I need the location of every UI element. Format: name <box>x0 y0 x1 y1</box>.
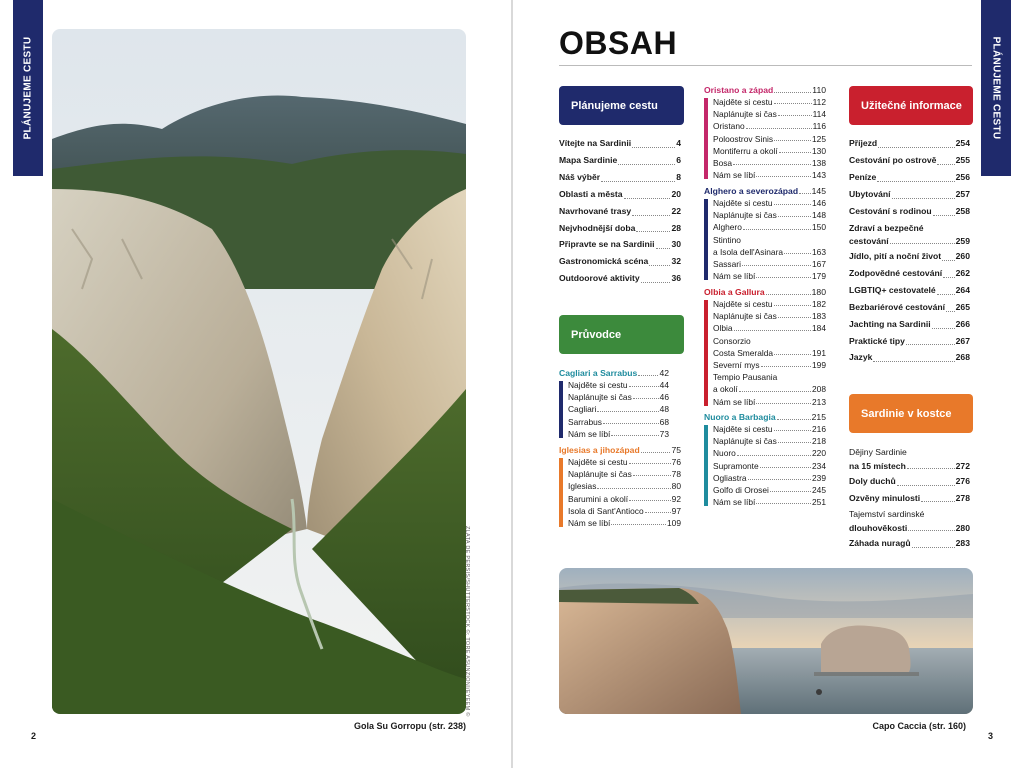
oristano-list <box>704 96 826 181</box>
toc-row[interactable]: Supramonte 234 <box>713 460 826 471</box>
right-caption: Capo Caccia (str. 160) <box>872 721 966 731</box>
right-page-number: 3 <box>988 731 994 741</box>
toc-row[interactable]: Sassari 167 <box>713 259 826 270</box>
toc-row[interactable]: Dějiny Sardinie na 15 místech 272 <box>849 447 970 471</box>
toc-row[interactable]: Náš výběr 8 <box>559 171 681 182</box>
toc-row[interactable]: Záhada nuragů 283 <box>849 538 970 548</box>
toc-row[interactable]: Najděte si cestu 44 <box>568 380 669 390</box>
toc-row[interactable]: Olbia 184 <box>713 323 826 334</box>
page-title: OBSAH <box>559 25 678 61</box>
capo-caccia-photo <box>559 568 973 714</box>
planujeme-cestu-button[interactable] <box>559 86 684 125</box>
toc-row[interactable]: Ubytování 257 <box>849 188 970 199</box>
toc-row[interactable]: Mapa Sardinie 6 <box>559 154 681 165</box>
planujeme-cestu-label: Plánujeme cestu <box>571 99 658 112</box>
toc-row[interactable]: Nejvhodnější doba 28 <box>559 222 681 233</box>
toc-row[interactable]: Severní mys 199 <box>713 360 826 371</box>
planujeme-list <box>559 135 681 287</box>
uzitecne-list <box>849 135 970 366</box>
toc-row[interactable]: Tajemství sardinské dlouhověkosti 280 <box>849 509 970 533</box>
toc-row[interactable]: Gastronomická scéna 32 <box>559 256 681 267</box>
toc-row[interactable]: Najděte si cestu 112 <box>713 97 826 107</box>
left-side-tab-label: PLÁNUJEME CESTU <box>22 36 34 140</box>
toc-row[interactable]: Jachting na Sardinii 266 <box>849 318 970 329</box>
toc-row[interactable]: Outdoorové aktivity 36 <box>559 273 681 284</box>
toc-row[interactable]: Stintino a Isola dell'Asinara 163 <box>713 234 826 257</box>
section-head-alghero[interactable]: Alghero a severozápad 145 <box>704 186 826 196</box>
section-olbia <box>704 286 826 408</box>
toc-row[interactable]: Vítejte na Sardinii 4 <box>559 138 681 148</box>
toc-row[interactable]: Ogliastra 239 <box>713 472 826 483</box>
toc-row[interactable]: Naplánujte si čas 183 <box>713 311 826 322</box>
toc-row[interactable]: Jazyk 268 <box>849 352 970 363</box>
section-head-iglesias[interactable]: Iglesias a jihozápad 75 <box>559 445 681 455</box>
toc-row[interactable]: Příjezd 254 <box>849 138 970 148</box>
toc-row[interactable]: Nám se líbí 73 <box>568 428 669 439</box>
section-head-cagliari[interactable]: Cagliari a Sarrabus 42 <box>559 368 669 378</box>
right-side-tab <box>981 0 1011 176</box>
pruvodce-label: Průvodce <box>571 328 622 341</box>
toc-row[interactable]: Naplánujte si čas 218 <box>713 436 826 447</box>
toc-row[interactable]: Tempio Pausania a okolí 208 <box>713 372 826 395</box>
toc-row[interactable]: Golfo di Orosei 245 <box>713 485 826 496</box>
toc-row[interactable]: Naplánujte si čas 114 <box>713 109 826 120</box>
toc-row[interactable]: Peníze 256 <box>849 171 970 182</box>
toc-row[interactable]: Jídlo, pití a noční život 260 <box>849 251 970 262</box>
alghero-list <box>704 197 826 282</box>
toc-row[interactable]: Ozvěny minulosti 278 <box>849 492 970 503</box>
toc-row[interactable]: Připravte se na Sardinii 30 <box>559 239 681 250</box>
toc-row[interactable]: Oristano 116 <box>713 121 826 132</box>
iglesias-list <box>559 456 681 529</box>
uzitecne-informace-button[interactable] <box>849 86 973 125</box>
photo-credit: ZLATA DE PERSIS/SHUTTERSTOCK ©; TORE ASUNZIONI/EYEEM © <box>464 526 470 717</box>
toc-row[interactable]: Naplánujte si čas 78 <box>568 469 681 480</box>
sardinie-v-kostce-label: Sardinie v kostce <box>861 407 952 420</box>
toc-row[interactable]: Montiferru a okolí 130 <box>713 145 826 156</box>
section-iglesias <box>559 444 681 529</box>
toc-row[interactable]: Barumini a okolí 92 <box>568 493 681 504</box>
toc-row[interactable]: Nám se líbí 213 <box>713 396 826 407</box>
toc-row[interactable]: LGBTIQ+ cestovatelé 264 <box>849 284 970 295</box>
toc-row[interactable]: Najděte si cestu 182 <box>713 299 826 309</box>
toc-row[interactable]: Iglesias 80 <box>568 481 681 492</box>
toc-row[interactable]: Bezbariérové cestování 265 <box>849 301 970 312</box>
section-oristano <box>704 84 826 181</box>
toc-row[interactable]: Praktické tipy 267 <box>849 335 970 346</box>
page-spine <box>511 0 513 768</box>
toc-row[interactable]: Nám se líbí 143 <box>713 170 826 181</box>
toc-row[interactable]: Bosa 138 <box>713 158 826 169</box>
toc-row[interactable]: Naplánujte si čas 148 <box>713 210 826 221</box>
gorge-photo <box>52 29 466 714</box>
toc-row[interactable]: Najděte si cestu 76 <box>568 457 681 467</box>
nuoro-list <box>704 423 826 508</box>
toc-row[interactable]: Nám se líbí 179 <box>713 271 826 282</box>
toc-row[interactable]: Zdraví a bezpečné cestování 259 <box>849 222 970 247</box>
sardinie-v-kostce-button[interactable] <box>849 394 973 433</box>
toc-row[interactable]: Cagliari 48 <box>568 404 669 415</box>
pruvodce-button[interactable] <box>559 315 684 354</box>
left-page-number: 2 <box>31 731 37 741</box>
right-side-tab-label: PLÁNUJEME CESTU <box>990 36 1002 140</box>
section-head-nuoro[interactable]: Nuoro a Barbagia 215 <box>704 412 826 422</box>
left-side-tab <box>13 0 43 176</box>
kostce-list <box>849 446 970 552</box>
toc-row[interactable]: Sarrabus 68 <box>568 416 669 427</box>
uzitecne-informace-label: Užitečné informace <box>861 99 962 112</box>
section-cagliari <box>559 367 669 440</box>
toc-row[interactable]: Cestování s rodinou 258 <box>849 205 970 216</box>
toc-row[interactable]: Cestování po ostrově 255 <box>849 154 970 165</box>
toc-row[interactable]: Alghero 150 <box>713 222 826 233</box>
toc-row[interactable]: Oblasti a města 20 <box>559 188 681 199</box>
title-rule <box>559 65 972 66</box>
toc-row[interactable]: Isola di Sant'Antioco 97 <box>568 505 681 516</box>
section-alghero <box>704 185 826 282</box>
cagliari-list <box>559 379 669 440</box>
toc-row[interactable]: Najděte si cestu 146 <box>713 198 826 208</box>
left-caption: Gola Su Gorropu (str. 238) <box>353 721 466 731</box>
toc-row[interactable]: Nám se líbí 251 <box>713 497 826 508</box>
toc-row[interactable]: Naplánujte si čas 46 <box>568 392 669 403</box>
toc-row[interactable]: Najděte si cestu 216 <box>713 424 826 434</box>
toc-row[interactable]: Navrhované trasy 22 <box>559 205 681 216</box>
toc-row[interactable]: Zodpovědné cestování 262 <box>849 267 970 278</box>
section-head-olbia[interactable]: Olbia a Gallura 180 <box>704 287 826 297</box>
toc-row[interactable]: Nám se líbí 109 <box>568 518 681 529</box>
section-nuoro <box>704 411 826 508</box>
toc-row[interactable]: Doly duchů 276 <box>849 476 970 486</box>
toc-row[interactable]: Consorzio Costa Smeralda 191 <box>713 335 826 358</box>
toc-row[interactable]: Nuoro 220 <box>713 448 826 459</box>
section-head-oristano[interactable]: Oristano a západ 110 <box>704 85 826 95</box>
toc-row[interactable]: Poloostrov Sinis 125 <box>713 133 826 144</box>
olbia-list <box>704 298 826 408</box>
